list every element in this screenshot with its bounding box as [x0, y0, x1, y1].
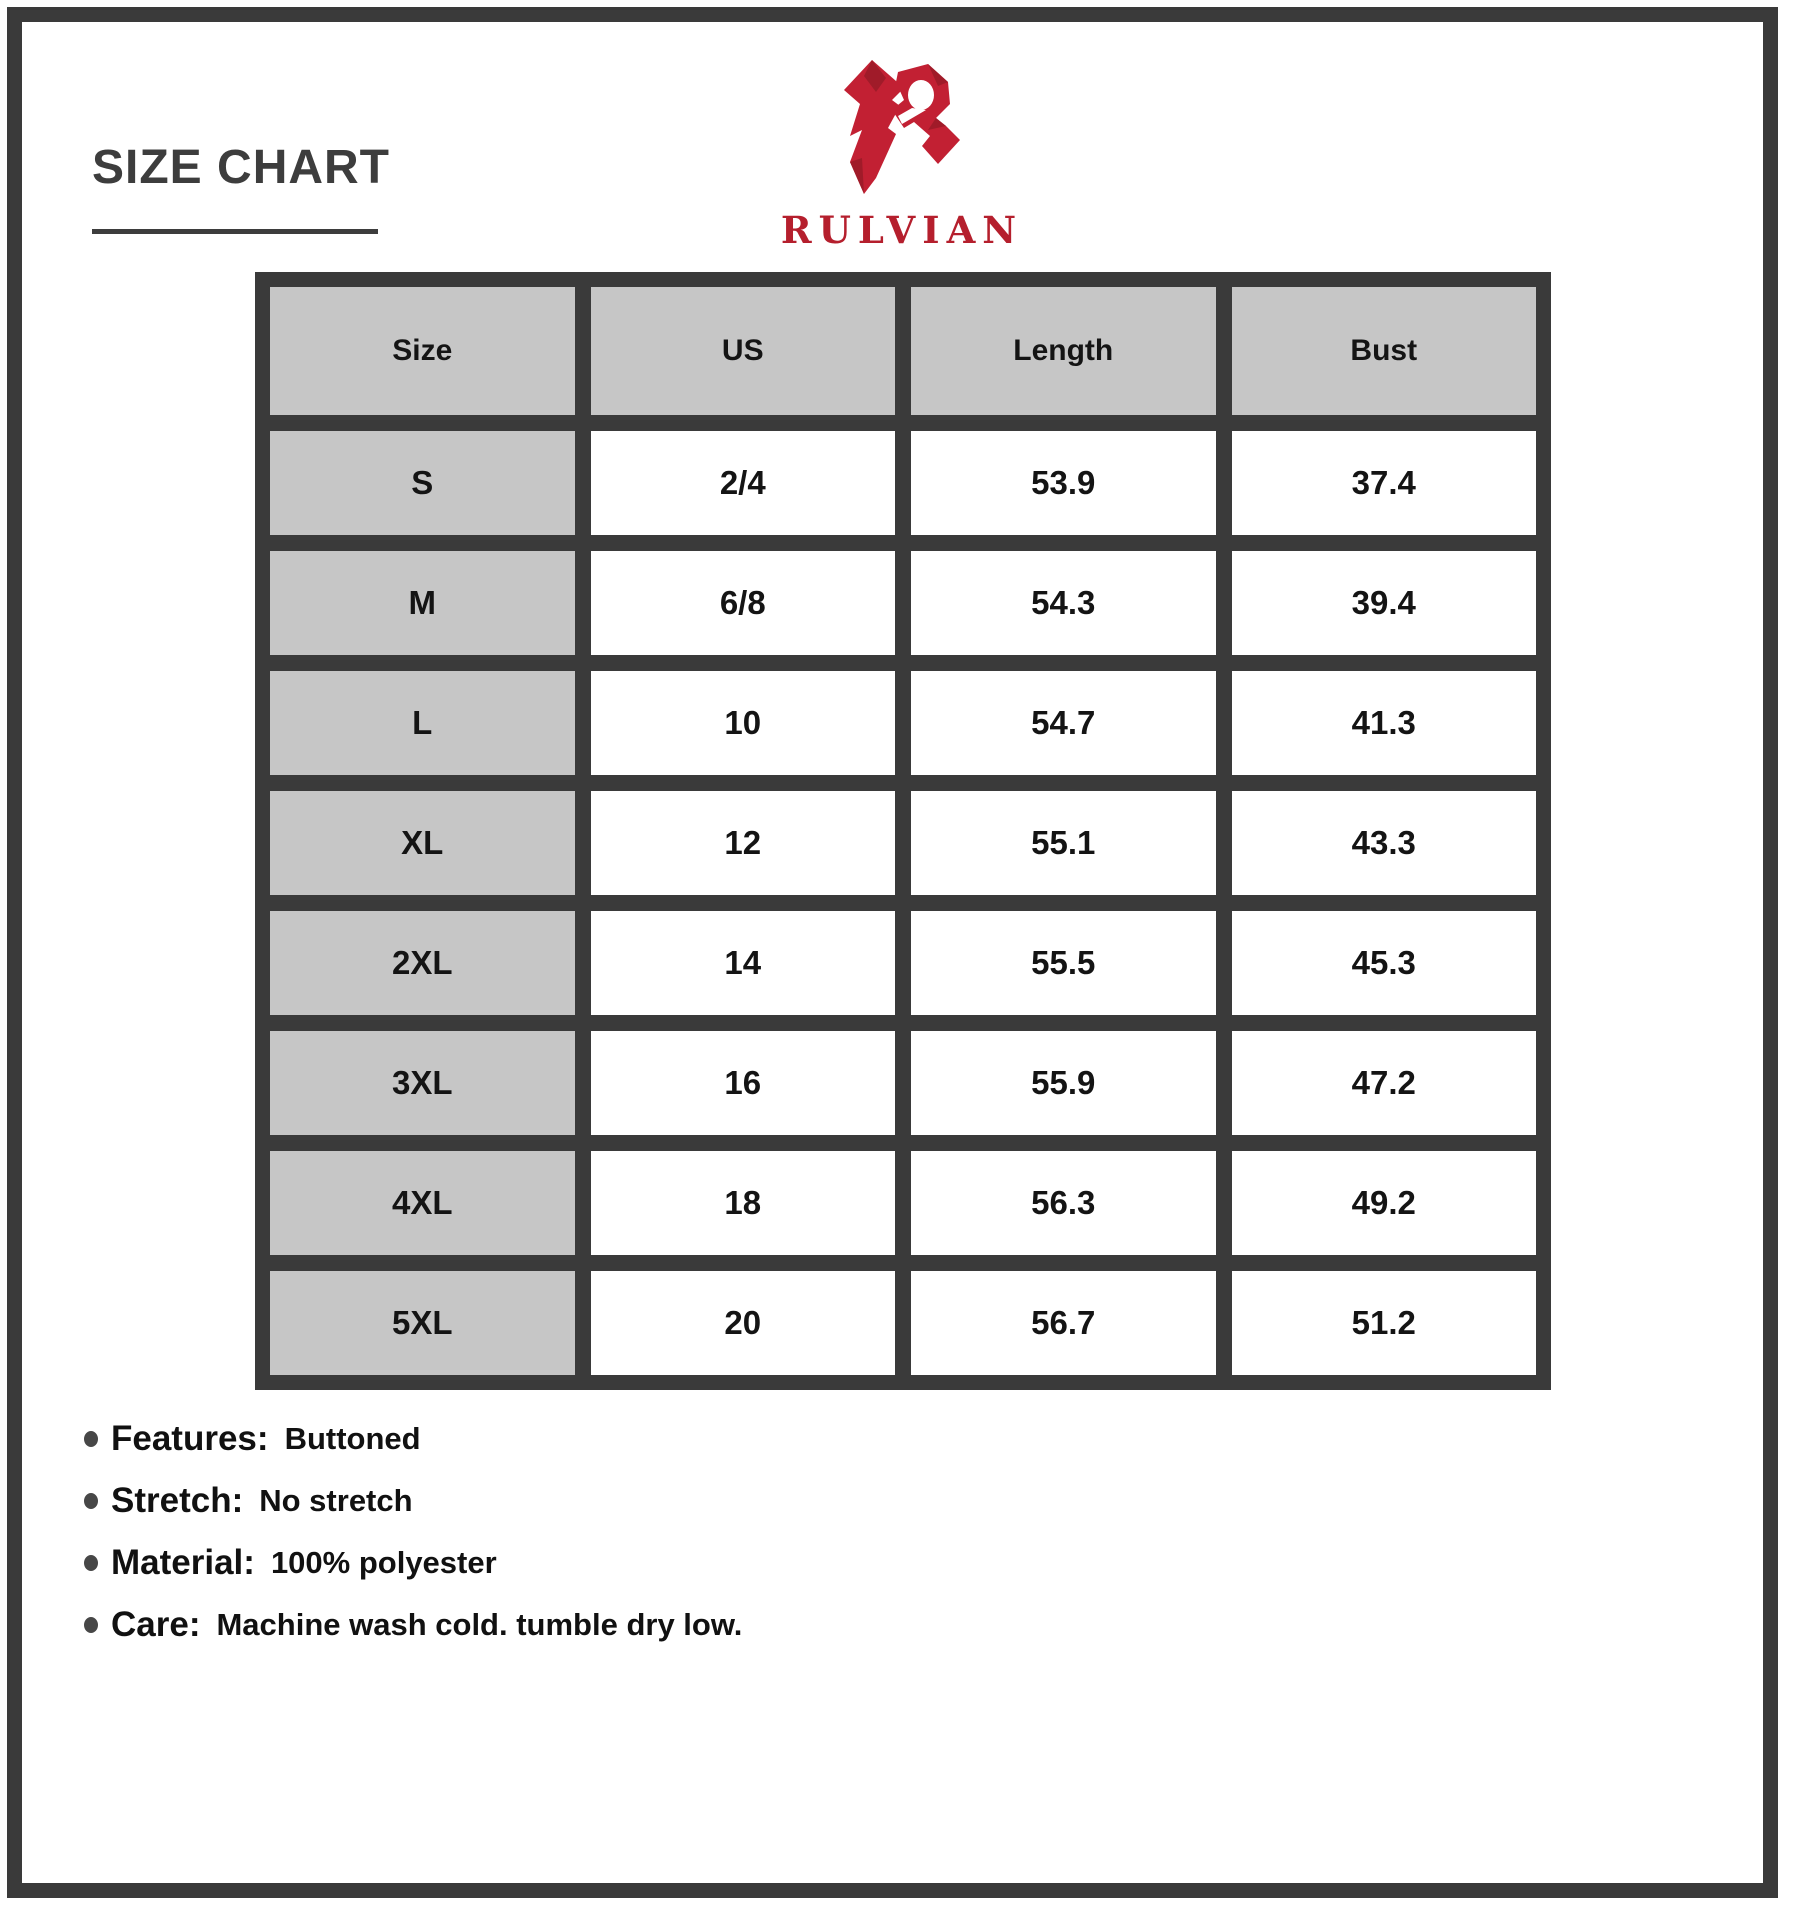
- size-chart-table: [255, 272, 1551, 1390]
- value-cell: 41.3: [1232, 671, 1537, 775]
- detail-value: 100% polyester: [270, 1545, 497, 1580]
- list-item-material: [84, 1542, 742, 1584]
- value-cell: 54.7: [911, 671, 1216, 775]
- value-cell: 47.2: [1232, 1031, 1537, 1135]
- page-title: SIZE CHART: [92, 141, 390, 194]
- detail-label: Material:: [111, 1543, 255, 1582]
- rulvian-angular-r-logo-icon: [836, 58, 968, 198]
- detail-label: Features:: [111, 1419, 269, 1458]
- column-header-bust: Bust: [1232, 287, 1537, 415]
- row-label-cell: 4XL: [270, 1151, 575, 1255]
- detail-label: Stretch:: [111, 1481, 244, 1520]
- value-cell: 49.2: [1232, 1151, 1537, 1255]
- column-header-length: Length: [911, 287, 1216, 415]
- value-cell: 14: [591, 911, 896, 1015]
- list-item-stretch: [84, 1480, 742, 1522]
- value-cell: 54.3: [911, 551, 1216, 655]
- row-label-cell: XL: [270, 791, 575, 895]
- row-label-cell: M: [270, 551, 575, 655]
- bullet-icon: [84, 1555, 98, 1571]
- column-header-us: US: [591, 287, 896, 415]
- brand-name: RULVIAN: [780, 208, 1024, 252]
- value-cell: 20: [591, 1271, 896, 1375]
- value-cell: 43.3: [1232, 791, 1537, 895]
- value-cell: 56.3: [911, 1151, 1216, 1255]
- row-label-cell: L: [270, 671, 575, 775]
- product-details-list: [84, 1418, 742, 1666]
- title-underline: [92, 229, 378, 234]
- value-cell: 56.7: [911, 1271, 1216, 1375]
- bullet-icon: [84, 1431, 98, 1447]
- list-item-features: [84, 1418, 742, 1460]
- bullet-icon: [84, 1617, 98, 1633]
- bullet-icon: [84, 1493, 98, 1509]
- value-cell: 16: [591, 1031, 896, 1135]
- detail-label: Care:: [111, 1605, 201, 1644]
- row-label-cell: 2XL: [270, 911, 575, 1015]
- row-label-cell: 3XL: [270, 1031, 575, 1135]
- brand-logo: [770, 58, 1034, 252]
- value-cell: 37.4: [1232, 431, 1537, 535]
- value-cell: 2/4: [591, 431, 896, 535]
- value-cell: 12: [591, 791, 896, 895]
- value-cell: 45.3: [1232, 911, 1537, 1015]
- value-cell: 6/8: [591, 551, 896, 655]
- row-label-cell: S: [270, 431, 575, 535]
- value-cell: 53.9: [911, 431, 1216, 535]
- list-item-care: [84, 1604, 742, 1646]
- detail-value: No stretch: [259, 1483, 413, 1518]
- value-cell: 55.9: [911, 1031, 1216, 1135]
- value-cell: 18: [591, 1151, 896, 1255]
- column-header-size: Size: [270, 287, 575, 415]
- value-cell: 51.2: [1232, 1271, 1537, 1375]
- value-cell: 10: [591, 671, 896, 775]
- detail-value: Buttoned: [284, 1421, 421, 1456]
- row-label-cell: 5XL: [270, 1271, 575, 1375]
- value-cell: 39.4: [1232, 551, 1537, 655]
- value-cell: 55.5: [911, 911, 1216, 1015]
- detail-value: Machine wash cold. tumble dry low.: [216, 1607, 743, 1642]
- value-cell: 55.1: [911, 791, 1216, 895]
